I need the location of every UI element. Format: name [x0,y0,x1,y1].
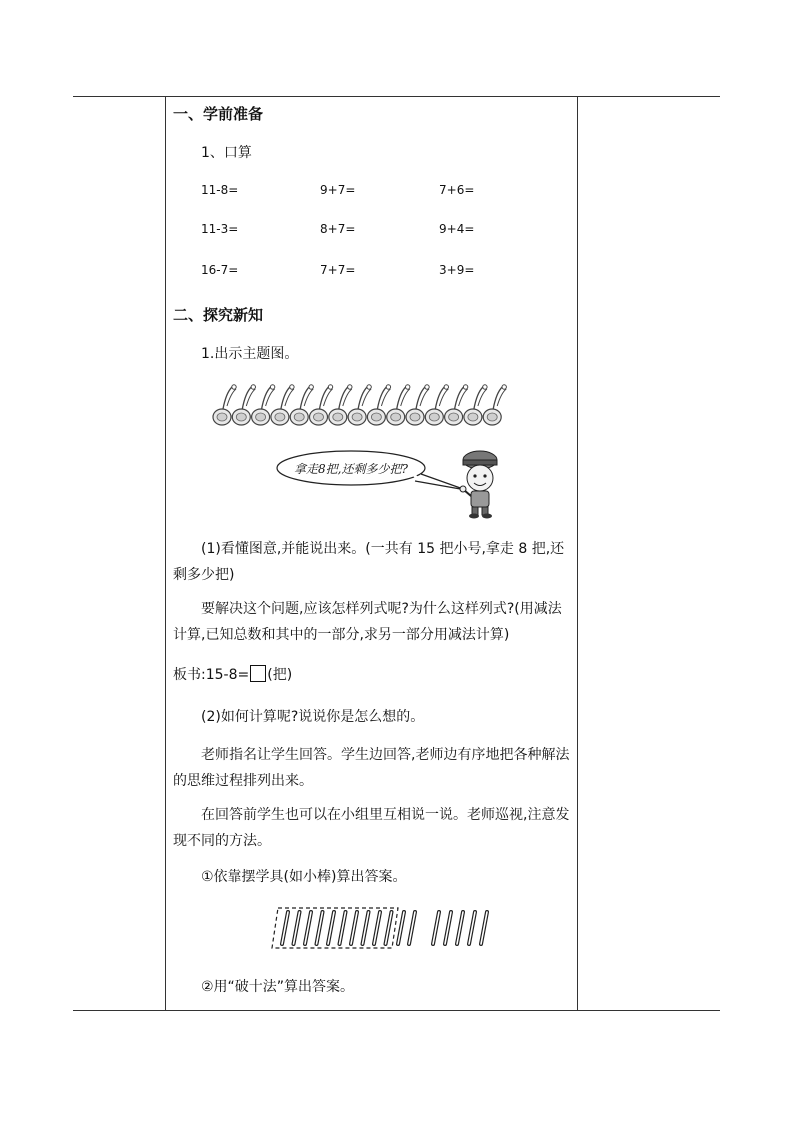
counting-stick-highlight [398,912,404,944]
oral-item: 8+7= [320,222,356,236]
board-writing [173,662,292,688]
counting-stick-highlight [457,912,463,944]
counting-stick-highlight [294,912,300,944]
paragraph-line: ②用“破十法”算出答案。 [201,979,355,995]
boy-character-icon [460,451,497,519]
counting-stick-highlight [386,912,392,944]
paragraph-line: 现不同的方法。 [173,833,271,849]
counting-stick-highlight [305,912,311,944]
paragraph-line: 老师指名让学生回答。学生边回答,老师边有序地把各种解法 [201,747,570,763]
oral-item: 7+7= [320,263,356,277]
counting-stick-highlight [317,912,323,944]
trumpets-illustration [208,381,513,431]
section-title-prep: 一、学前准备 [173,105,264,123]
counting-stick-highlight [282,912,288,944]
oral-item: 3+9= [439,263,475,277]
section-title-explore: 二、探究新知 [173,306,264,324]
answer-box [250,665,266,682]
paragraph-line: (2)如何计算呢?说说你是怎么想的。 [201,709,425,725]
trumpet-icon [483,385,506,425]
oral-calc-title: 1、口算 [201,145,252,161]
paragraph-line: ①依靠摆学具(如小棒)算出答案。 [201,869,407,885]
paragraph-line: 计算,已知总数和其中的一部分,求另一部分用减法计算) [173,627,510,643]
oral-item: 7+6= [439,183,475,197]
speech-bubble-scene [273,446,518,521]
oral-item: 16-7= [201,263,239,277]
oral-item: 9+7= [320,183,356,197]
paragraph-line: (1)看懂图意,并能说出来。(一共有 15 把小号,拿走 8 把,还 [201,541,565,557]
counting-sticks-illustration [268,904,508,954]
table-top-border [73,96,720,97]
counting-stick-highlight [363,912,369,944]
paragraph-line: 要解决这个问题,应该怎样列式呢?为什么这样列式?(用减法 [201,601,562,617]
paragraph-line: 在回答前学生也可以在小组里互相说一说。老师巡视,注意发 [201,807,570,823]
counting-stick-highlight [351,912,357,944]
speech-bubble-text: 拿走8把,还剩多少把? [294,462,408,476]
counting-stick-highlight [469,912,475,944]
counting-stick-highlight [374,912,380,944]
show-picture-instruction: 1.出示主题图。 [201,346,299,362]
table-bottom-border [73,1010,720,1011]
oral-item: 9+4= [439,222,475,236]
oral-item: 11-3= [201,222,239,236]
paragraph-line: 的思维过程排列出来。 [173,773,313,789]
counting-stick-highlight [328,912,334,944]
counting-stick-highlight [340,912,346,944]
table-col-line-left [165,96,166,1011]
counting-stick-highlight [445,912,451,944]
oral-item: 11-8= [201,183,239,197]
counting-stick-highlight [481,912,487,944]
table-col-line-right [577,96,578,1011]
board-writing-prefix: 板书:15-8= [173,667,250,683]
paragraph-line: 剩多少把) [173,567,235,583]
counting-stick-highlight [433,912,439,944]
counting-stick-highlight [409,912,415,944]
board-writing-suffix: (把) [267,667,293,683]
